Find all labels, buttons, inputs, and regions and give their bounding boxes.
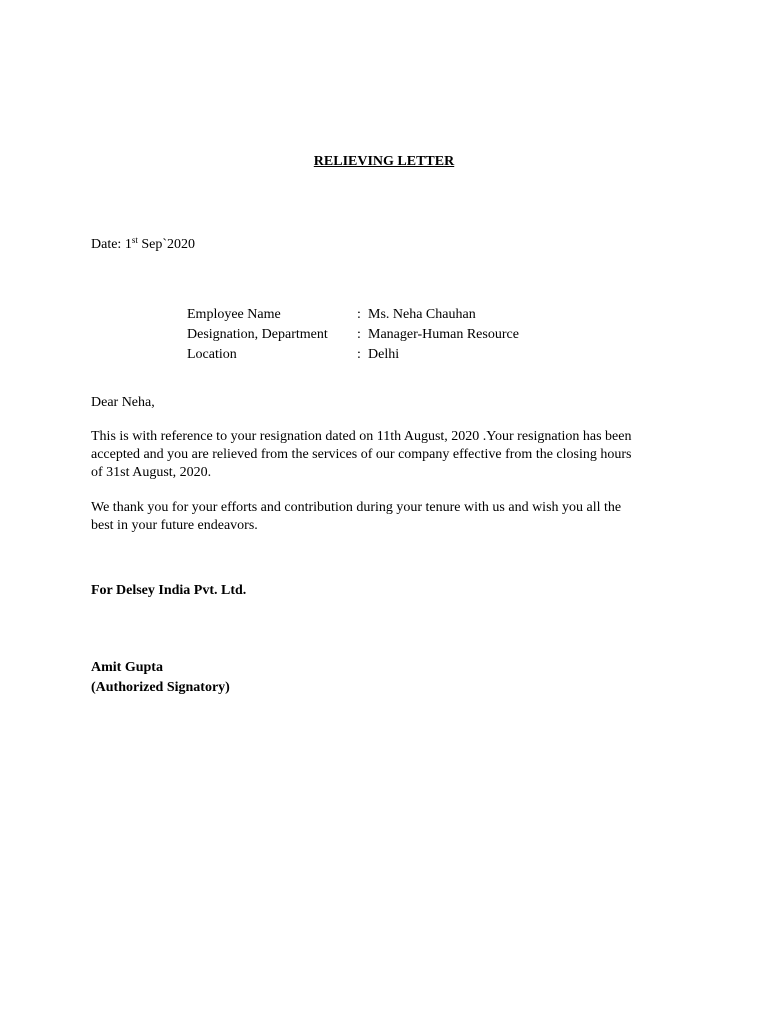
date-suffix: Sep`2020 — [137, 237, 196, 252]
letter-date — [91, 235, 195, 254]
letter-title: RELIEVING LETTER — [313, 154, 455, 169]
paragraph-line: We thank you for your efforts and contribution during your tenure with us and wish you all the — [91, 500, 622, 515]
company-line: For Delsey India Pvt. Ltd. — [91, 583, 247, 598]
detail-value: Ms. Neha Chauhan — [368, 307, 476, 322]
signatory-title: (Authorized Signatory) — [91, 680, 230, 695]
paragraph-line: accepted and you are relieved from the services of our company effective from the closing hours — [91, 447, 632, 462]
date-superscript: st — [131, 235, 138, 245]
signatory-block — [91, 658, 230, 698]
detail-label: Employee Name — [187, 307, 281, 322]
detail-value: Manager-Human Resource — [368, 327, 519, 342]
detail-value: Delhi — [368, 347, 400, 362]
signatory-name: Amit Gupta — [91, 660, 163, 675]
detail-separator: : — [357, 307, 361, 322]
paragraph-thanks — [91, 498, 691, 534]
paragraph-resignation — [91, 427, 691, 481]
detail-label: Location — [187, 347, 237, 362]
detail-separator: : — [357, 327, 361, 342]
date-prefix: Date: 1 — [91, 237, 132, 252]
paragraph-line: best in your future endeavors. — [91, 518, 258, 533]
salutation: Dear Neha, — [91, 395, 155, 410]
paragraph-line: of 31st August, 2020. — [91, 465, 212, 480]
paragraph-line: This is with reference to your resignation dated on 11th August, 2020 .Your resignation has been — [91, 429, 632, 444]
detail-separator: : — [357, 347, 361, 362]
detail-label: Designation, Department — [187, 327, 328, 342]
